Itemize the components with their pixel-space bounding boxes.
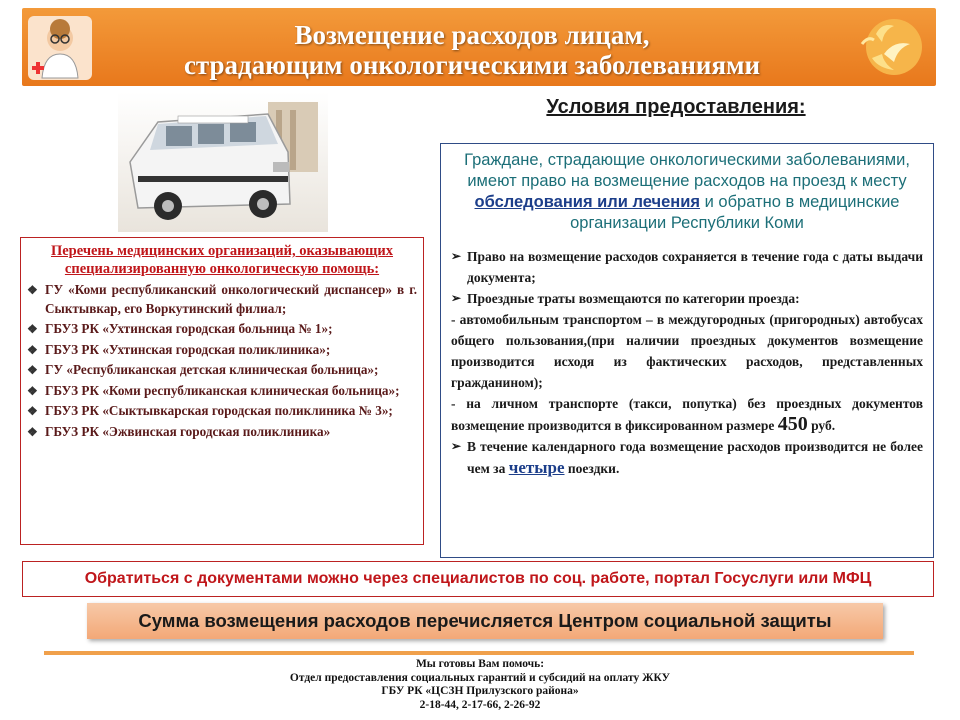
organizations-list	[27, 281, 417, 441]
organizations-title: Перечень медицинских организаций, оказывающих специализированную онкологическую помощь:	[50, 243, 394, 277]
logo-icon	[854, 14, 926, 80]
list-item	[27, 320, 417, 339]
footer-line-3: ГБУ РК «ЦСЗН Прилузского района»	[381, 685, 579, 697]
intro-highlight: обследования или лечения	[474, 193, 701, 211]
arrow-bullet-icon: ➢	[451, 249, 462, 263]
footer-line-1: Мы готовы Вам помочь:	[415, 658, 545, 670]
diamond-bullet-icon: ❖	[27, 363, 38, 377]
conditions-box	[440, 143, 934, 558]
van-image	[118, 92, 328, 232]
org-name: ГБУЗ РК «Ухтинская городская больница № 1»;	[45, 321, 333, 336]
footer-phones: 2-18-44, 2-17-66, 2-26-92	[419, 698, 541, 711]
diamond-bullet-icon: ❖	[27, 383, 38, 398]
list-item	[27, 361, 417, 380]
header-banner	[22, 8, 936, 86]
footer	[120, 658, 840, 712]
divider	[44, 651, 914, 655]
title-line-1: Возмещение расходов лицам,	[294, 20, 650, 50]
diamond-bullet-icon: ❖	[27, 424, 38, 439]
conditions-heading: Условия предоставления:	[546, 96, 806, 118]
condition-text: Право на возмещение расходов сохраняется в течение года с даты выдачи документа;	[467, 249, 923, 285]
title-line-2: страдающим онкологическими заболеваниями	[183, 50, 761, 80]
footer-line-2: Отдел предоставления социальных гарантий и субсидий на оплату ЖКУ	[289, 671, 671, 684]
condition-text: Проездные траты возмещаются по категории проезда:	[467, 291, 800, 306]
condition-bus: - автомобильным транспортом – в междугородных (пригородных) автобусах общего пользования,(при наличии проездных документов возмещение производится исходя из фактических расходов, представленных гражданином);	[451, 312, 923, 390]
condition-validity	[451, 246, 923, 288]
list-item	[27, 382, 417, 401]
diamond-bullet-icon: ❖	[27, 342, 38, 357]
diamond-bullet-icon: ❖	[27, 404, 38, 418]
diamond-bullet-icon: ❖	[27, 322, 38, 336]
condition-category	[451, 288, 923, 309]
condition-trips-limit	[451, 436, 923, 479]
condition-text: В течение календарного года возмещение расходов производится не более чем за	[467, 439, 923, 476]
condition-text: - на личном транспорте (такси, попутка) без проездных документов возмещение производится в фиксированном размере	[451, 396, 923, 433]
list-item	[27, 341, 417, 360]
org-name: ГУ «Коми республиканский онкологический диспансер» в г. Сыктывкар, его Воркутинский филиал;	[45, 282, 417, 316]
amount-value: 450	[777, 413, 808, 435]
currency-text: руб.	[807, 418, 836, 433]
intro-text-1: Граждане, страдающие онкологическими заболеваниями, имеют право на возмещение расходов на проезд к месту	[464, 151, 910, 190]
list-item	[27, 402, 417, 421]
intro-paragraph	[451, 150, 923, 234]
list-item	[27, 423, 417, 442]
contact-note: Обратиться с документами можно через специалистов по соц. работе, портал Госуслуги или МФЦ	[22, 561, 934, 597]
condition-text-end: поездки.	[564, 461, 620, 476]
org-name: ГУ «Республиканская детская клиническая больница»;	[45, 362, 379, 377]
doctor-icon	[28, 16, 92, 80]
page-title	[132, 20, 812, 80]
arrow-bullet-icon: ➢	[451, 439, 462, 453]
medical-organizations-box	[20, 237, 424, 545]
org-name: ГБУЗ РК «Ухтинская городская поликлиника»;	[45, 341, 331, 357]
sum-banner: Сумма возмещения расходов перечисляется Центром социальной защиты	[87, 603, 883, 639]
arrow-bullet-icon: ➢	[451, 291, 462, 305]
intro-text-2: и обратно в медицинские организации Республики Коми	[570, 193, 900, 232]
diamond-bullet-icon: ❖	[27, 283, 38, 297]
trips-count: четыре	[508, 458, 565, 477]
list-item	[27, 281, 417, 318]
condition-personal-transport	[451, 393, 923, 436]
org-name: ГБУЗ РК «Эжвинская городская поликлиника»	[45, 423, 331, 439]
org-name: ГБУЗ РК «Коми республиканская клиническая больница»;	[45, 382, 400, 398]
org-name: ГБУЗ РК «Сыктывкарская городская поликлиника № 3»;	[45, 403, 393, 418]
